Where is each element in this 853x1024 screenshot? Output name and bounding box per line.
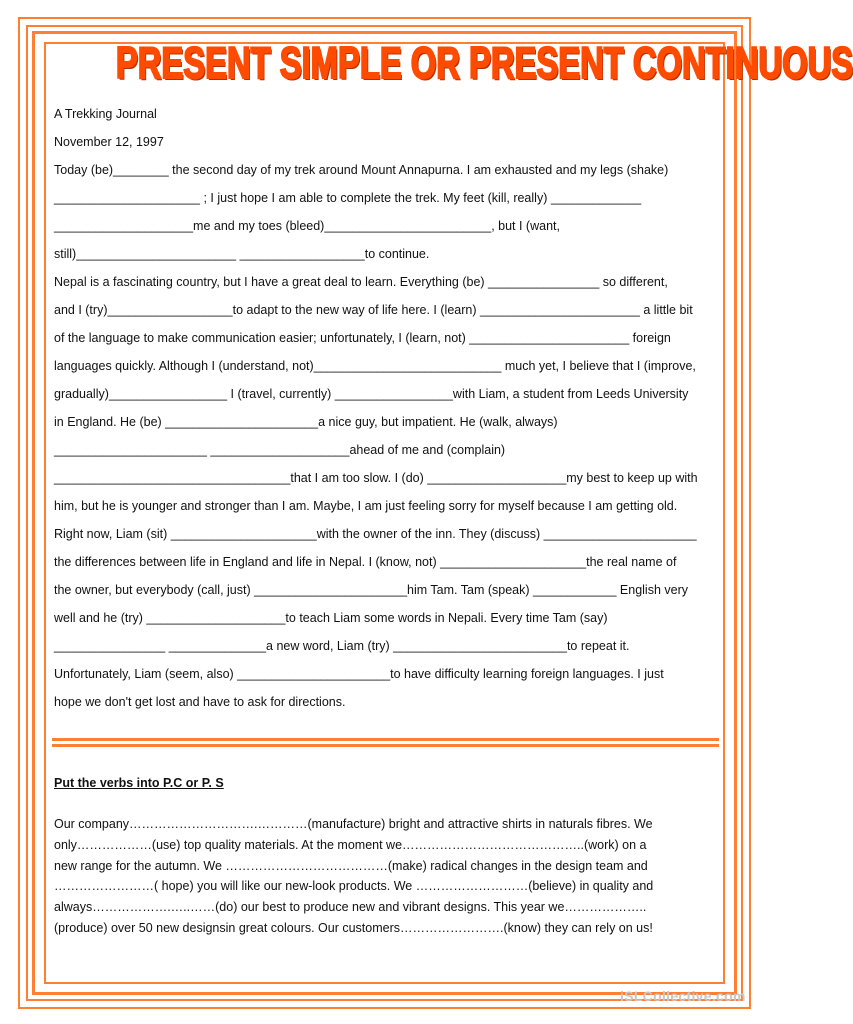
- journal-line: __________________________________that I am too slow. I (do) ____________________my best to keep up with: [54, 471, 698, 485]
- section-divider-top: [52, 738, 719, 741]
- journal-line: the owner, but everybody (call, just) ______________________him Tam. Tam (speak) ____________ English very: [54, 583, 688, 597]
- journal-line: still)_______________________ __________________to continue.: [54, 247, 430, 261]
- worksheet-title: PRESENT SIMPLE OR PRESENT CONTINUOUS: [115, 38, 853, 88]
- journal-section: [54, 104, 718, 720]
- watermark: iSLCollective.com: [620, 988, 746, 1004]
- journal-line: languages quickly. Although I (understand, not)___________________________ much yet, I believe that I (improve,: [54, 359, 696, 373]
- exercise-line: new range for the autumn. We …………………………………(make) radical changes in the design team and: [54, 858, 648, 873]
- journal-line: well and he (try) ____________________to teach Liam some words in Nepali. Every time Tam (say): [54, 611, 608, 625]
- journal-line: of the language to make communication easier; unfortunately, I (learn, not) _______________________ foreign: [54, 331, 671, 345]
- journal-line: Today (be)________ the second day of my trek around Mount Annapurna. I am exhausted and my legs (shake): [54, 163, 669, 177]
- journal-heading: A Trekking Journal: [54, 107, 157, 121]
- exercise-line: (produce) over 50 new designsin great colours. Our customers…………………….(know) they can rely on us!: [54, 920, 653, 935]
- section-divider-bottom: [52, 744, 719, 747]
- journal-line: Right now, Liam (sit) _____________________with the owner of the inn. They (discuss) ______________________: [54, 527, 697, 541]
- journal-line: ____________________me and my toes (bleed)________________________, but I (want,: [54, 219, 560, 233]
- exercise-title: Put the verbs into P.C or P. S: [54, 776, 224, 790]
- journal-line: hope we don't get lost and have to ask for directions.: [54, 695, 346, 709]
- journal-date: November 12, 1997: [54, 135, 164, 149]
- exercise-line: only………………(use) top quality materials. At the moment we……………………………………..(work) on a: [54, 837, 647, 852]
- exercise-line: always……………….…..……(do) our best to produce new and vibrant designs. This year we………………..: [54, 900, 647, 915]
- journal-line: Unfortunately, Liam (seem, also) ______________________to have difficulty learning foreign languages. I just: [54, 667, 664, 681]
- journal-line: ________________ ______________a new word, Liam (try) _________________________to repeat it.: [54, 639, 630, 653]
- journal-line: in England. He (be) ______________________a nice guy, but impatient. He (walk, always): [54, 415, 558, 429]
- journal-line: ______________________ ____________________ahead of me and (complain): [54, 443, 506, 457]
- journal-line: him, but he is younger and stronger than I am. Maybe, I am just feeling sorry for myself because I am getting old.: [54, 499, 678, 513]
- exercise-section: [54, 814, 718, 939]
- journal-line: the differences between life in England and life in Nepal. I (know, not) _____________________the real name of: [54, 555, 677, 569]
- journal-line: _____________________ ; I just hope I am able to complete the trek. My feet (kill, really) _____________: [54, 191, 642, 205]
- journal-line: and I (try)__________________to adapt to the new way of life here. I (learn) _______________________ a little bit: [54, 303, 693, 317]
- journal-line: gradually)_________________ I (travel, currently) _________________with Liam, a student from Leeds University: [54, 387, 689, 401]
- journal-line: Nepal is a fascinating country, but I have a great deal to learn. Everything (be) ________________ so different,: [54, 275, 668, 289]
- exercise-line: Our company………………………….…………(manufacture) bright and attractive shirts in naturals fibres. We: [54, 817, 653, 831]
- exercise-line: ……………………( hope) you will like our new-look products. We ………………………(believe) in quality and: [54, 879, 654, 894]
